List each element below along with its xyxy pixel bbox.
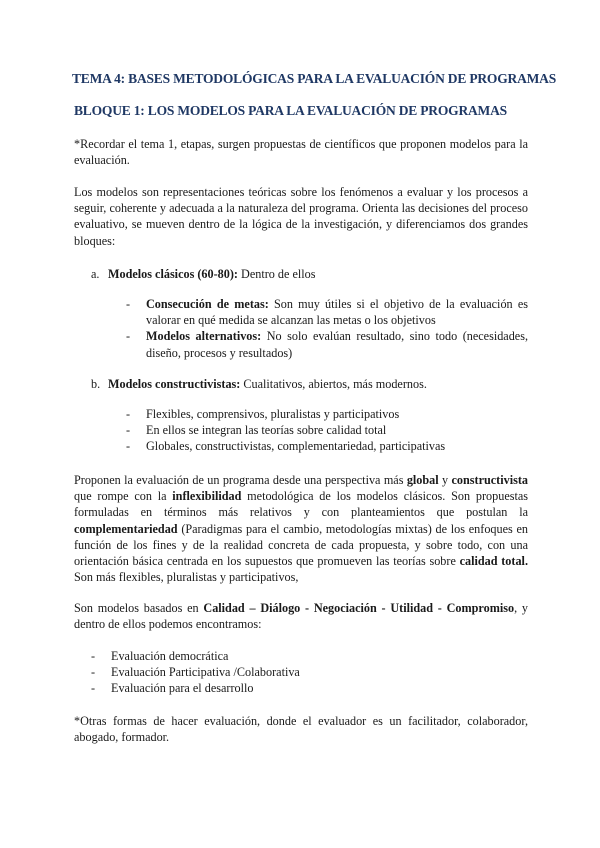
list-item-heading: Modelos alternativos: [146,329,262,344]
paragraph-constructivist-proposals [74,472,528,585]
classic-models-sublist [126,296,528,361]
list-item-classic-models [91,266,316,282]
list-marker: b. [91,377,101,391]
evaluation-types-list [91,648,528,697]
list-item: - Globales, constructivistas, complementariedad, participativas [126,438,528,454]
list-item-text: Dentro de ellos [237,267,316,281]
bold-term: calidad total. [459,554,528,569]
bold-term: inflexibilidad [172,489,242,504]
paragraph-reminder: *Recordar el tema 1, etapas, surgen propuestas de científicos que proponen modelos para la evaluación. [74,137,528,168]
list-item-heading: Modelos constructivistas: [108,377,241,391]
list-marker: a. [91,267,100,281]
paragraph-other-forms: *Otras formas de hacer evaluación, donde el evaluador es un facilitador, colaborador, abogado, formador. [74,714,528,745]
list-item-text: No solo evalúan resultado, sino todo (necesidades, diseño, procesos y resultados) [146,329,528,360]
text-run: metodológica de los modelos clásicos. Son propuestas formuladas en términos más relativos y con planteamientos que postulan la [74,489,529,520]
paragraph-models-definition: Los modelos son representaciones teóricas sobre los fenómenos a evaluar y los procesos a seguir, coherente y adecuada a la naturaleza del programa. Orienta las decisiones del proceso evaluativo, se mueven dentro de la lógica de la investigación, y diferenciamos dos grandes bloques: [74,185,528,248]
text-run: que rompe con la [74,489,173,504]
list-item: - Evaluación Participativa /Colaborativa [91,664,528,680]
bold-term: Calidad – Diálogo - Negociación - Utilidad - Compromiso [203,601,515,615]
list-item-heading: Consecución de metas: [146,297,269,311]
text-run: Son modelos basados en [74,601,204,615]
list-item-text: Cualitativos, abiertos, más modernos. [240,377,427,391]
list-item: - En ellos se integran las teorías sobre calidad total [126,422,528,438]
list-item-heading: Modelos clásicos (60-80): [108,267,238,281]
bold-term: complementariedad [74,521,178,536]
bold-term: constructivista [451,473,528,487]
text-run: Proponen la evaluación de un programa desde una perspectiva más [74,473,407,487]
text-run: (Paradigmas para el cambio, metodologías mixtas) de los enfoques en función de los fines y de la realidad concreta de cada propuesta, y sobre todo, con una orientación básica centrada en los supuestos que promueven las teorías sobre [74,521,528,569]
document-title: TEMA 4: BASES METODOLÓGICAS PARA LA EVALUACIÓN DE PROGRAMAS [72,71,557,86]
list-item: - Flexibles, comprensivos, pluralistas y participativos [126,406,528,422]
section-heading: BLOQUE 1: LOS MODELOS PARA LA EVALUACIÓN DE PROGRAMAS [74,103,507,118]
paragraph-model-basis [74,600,528,632]
list-item [126,328,528,360]
list-item [126,296,528,328]
list-item-constructivist-models [91,376,427,392]
text-run: y [438,473,452,487]
list-item: - Evaluación democrática [91,648,528,664]
text-run: Son más flexibles, pluralistas y participativos, [74,570,299,585]
constructivist-models-sublist [126,406,528,455]
list-item-text: Son muy útiles si el objetivo de la evaluación es valorar en qué medida se alcanzan las metas o los objetivos [146,297,528,328]
list-item: - Evaluación para el desarrollo [91,680,528,696]
bold-term: global [406,473,439,487]
text-run: , y dentro de ellos podemos encontramos: [74,601,528,632]
